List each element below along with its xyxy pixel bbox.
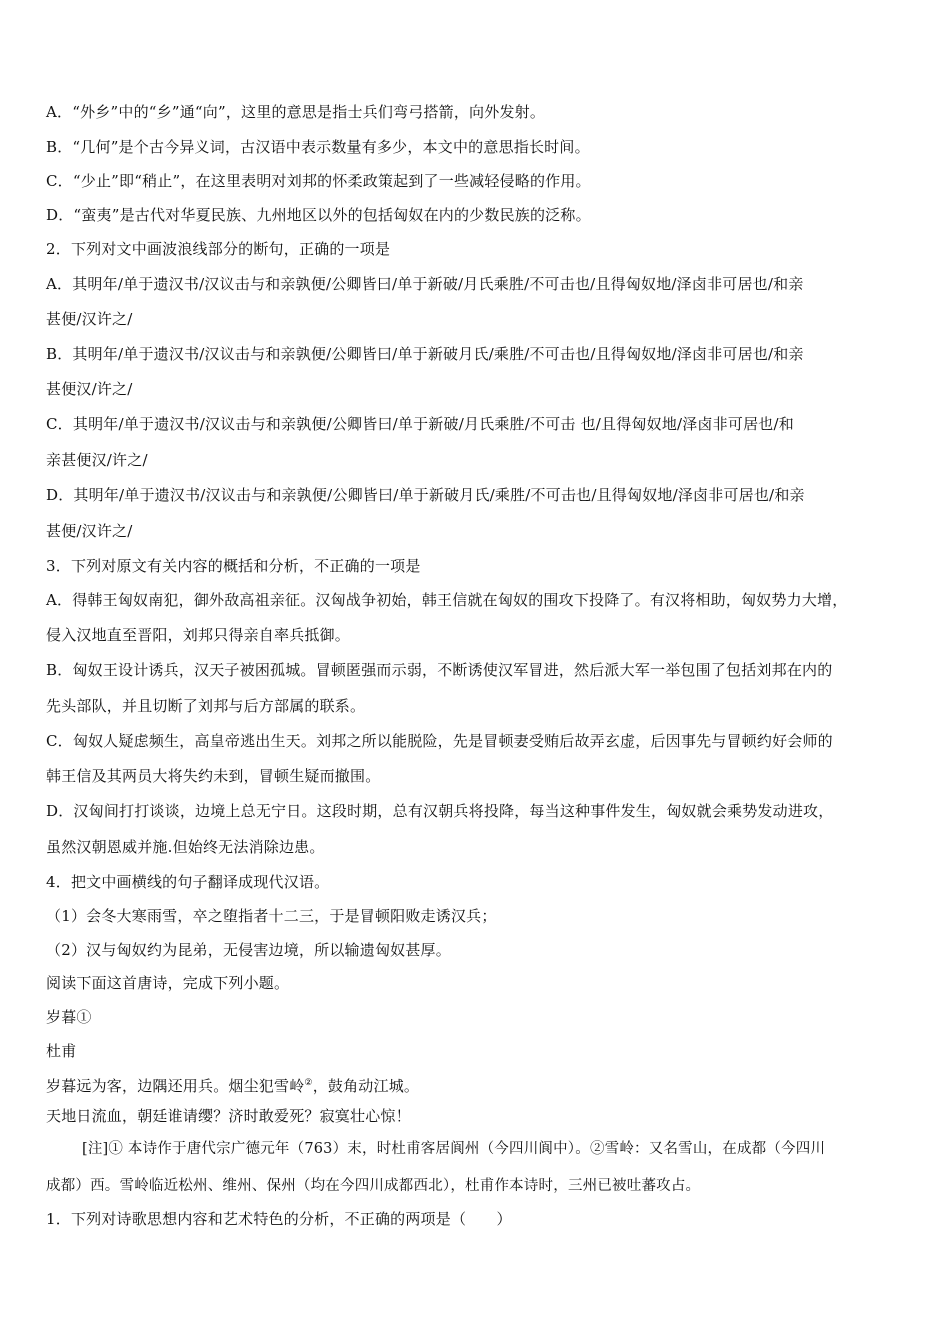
poem-line-1-part-b: ，鼓角动江城。 <box>312 1077 420 1095</box>
q2-option-d-line2: 甚便/汉许之/ <box>46 522 133 540</box>
q4-sentence-1: （1）会冬大寒雨雪，卒之堕指者十二三，于是冒顿阳败走诱汉兵； <box>46 907 497 925</box>
q4-sentence-2: （2）汉与匈奴约为昆弟，无侵害边境，所以输遗匈奴甚厚。 <box>46 941 451 959</box>
poem-note-line1: [注]① 本诗作于唐代宗广德元年（763）末，时杜甫客居阆州（今四川阆中）。②雪岭：又名雪山，在成都（今四川 <box>82 1141 826 1157</box>
q2-option-b-line1: B．其明年/单于遗汉书/汉议击与和亲孰便/公卿皆曰/单于新破月氏/乘胜/不可击也/且得匈奴地/泽卤非可居也/和亲 <box>46 345 804 363</box>
q3-option-c-line2: 韩王信及其两员大将失约未到，冒顿生疑而撤围。 <box>46 767 381 785</box>
q1-option-b: B．“几何”是个古今异义词，古汉语中表示数量有多少，本文中的意思指长时间。 <box>46 138 590 156</box>
q1-option-d: D．“蛮夷”是古代对华夏民族、九州地区以外的包括匈奴在内的少数民族的泛称。 <box>46 206 591 224</box>
poem-note-line2: 成都）西。雪岭临近松州、维州、保州（均在今四川成都西北），杜甫作本诗时，三州已被吐蕃攻占。 <box>46 1178 701 1194</box>
q3-option-b-line1: B．匈奴王设计诱兵，汉天子被困孤城。冒顿匿强而示弱，不断诱使汉军冒进，然后派大军一举包围了包括刘邦在内的 <box>46 661 833 679</box>
poem-author: 杜甫 <box>46 1042 77 1060</box>
q2-stem: 2．下列对文中画波浪线部分的断句，正确的一项是 <box>46 240 391 258</box>
q3-stem: 3．下列对原文有关内容的概括和分析，不正确的一项是 <box>46 557 421 575</box>
poem-title: 岁暮① <box>46 1008 92 1026</box>
q2-option-c-line2: 亲甚便汉/许之/ <box>46 451 148 469</box>
q2-option-a-line1: A．其明年/单于遗汉书/汉议击与和亲孰便/公卿皆曰/单于新破/月氏乘胜/不可击也/且得匈奴地/泽卤非可居也/和亲 <box>46 275 804 293</box>
q2-option-b-line2: 甚便汉/许之/ <box>46 380 133 398</box>
q1-option-c: C．“少止”即“稍止”，在这里表明对刘邦的怀柔政策起到了一些减轻侵略的作用。 <box>46 172 591 190</box>
q3-option-b-line2: 先头部队，并且切断了刘邦与后方部属的联系。 <box>46 697 366 715</box>
poem-line-1-part-a: 岁暮远为客，边隅还用兵。烟尘犯雪岭 <box>46 1077 305 1095</box>
q3-option-a-line1: A．得韩王匈奴南犯，御外敌高祖亲征。汉匈战争初始，韩王信就在匈奴的围攻下投降了。有汉将相助，匈奴势力大增， <box>46 591 848 609</box>
q3-option-c-line1: C．匈奴人疑虑频生，高皇帝逃出生天。刘邦之所以能脱险，先是冒顿妻受贿后故弄玄虚，后因事先与冒顿约好会师的 <box>46 732 833 750</box>
q3-option-a-line2: 侵入汉地直至晋阳，刘邦只得亲自率兵抵御。 <box>46 626 351 644</box>
poem-intro: 阅读下面这首唐诗，完成下列小题。 <box>46 974 290 992</box>
q2-option-a-line2: 甚便/汉许之/ <box>46 310 133 328</box>
q3-option-d-line1: D．汉匈间打打谈谈，边境上总无宁日。这段时期，总有汉朝兵将投降，每当这种事件发生，匈奴就会乘势发动进攻， <box>46 802 834 820</box>
q4-stem: 4．把文中画横线的句子翻译成现代汉语。 <box>46 873 330 891</box>
poem-line-1 <box>46 1073 916 1096</box>
next-question-stem: 1．下列对诗歌思想内容和艺术特色的分析，不正确的两项是（ ） <box>46 1210 512 1228</box>
poem-line-2: 天地日流血，朝廷谁请缨？济时敢爱死？寂寞壮心惊！ <box>46 1107 411 1125</box>
q1-option-a: A．“外乡”中的“乡”通“向”，这里的意思是指士兵们弯弓搭箭，向外发射。 <box>46 103 546 121</box>
q2-option-d-line1: D．其明年/单于遗汉书/汉议击与和亲孰便/公卿皆曰/单于新破月氏/乘胜/不可击也/且得匈奴地/泽卤非可居也/和亲 <box>46 486 805 504</box>
poem-footnote-mark: ② <box>304 1078 313 1088</box>
q3-option-d-line2: 虽然汉朝恩威并施.但始终无法消除边患。 <box>46 838 325 856</box>
q2-option-c-line1: C．其明年/单于遗汉书/汉议击与和亲孰便/公卿皆曰/单于新破/月氏乘胜/不可击 也/且得匈奴地/泽卤非可居也/和 <box>46 415 794 433</box>
